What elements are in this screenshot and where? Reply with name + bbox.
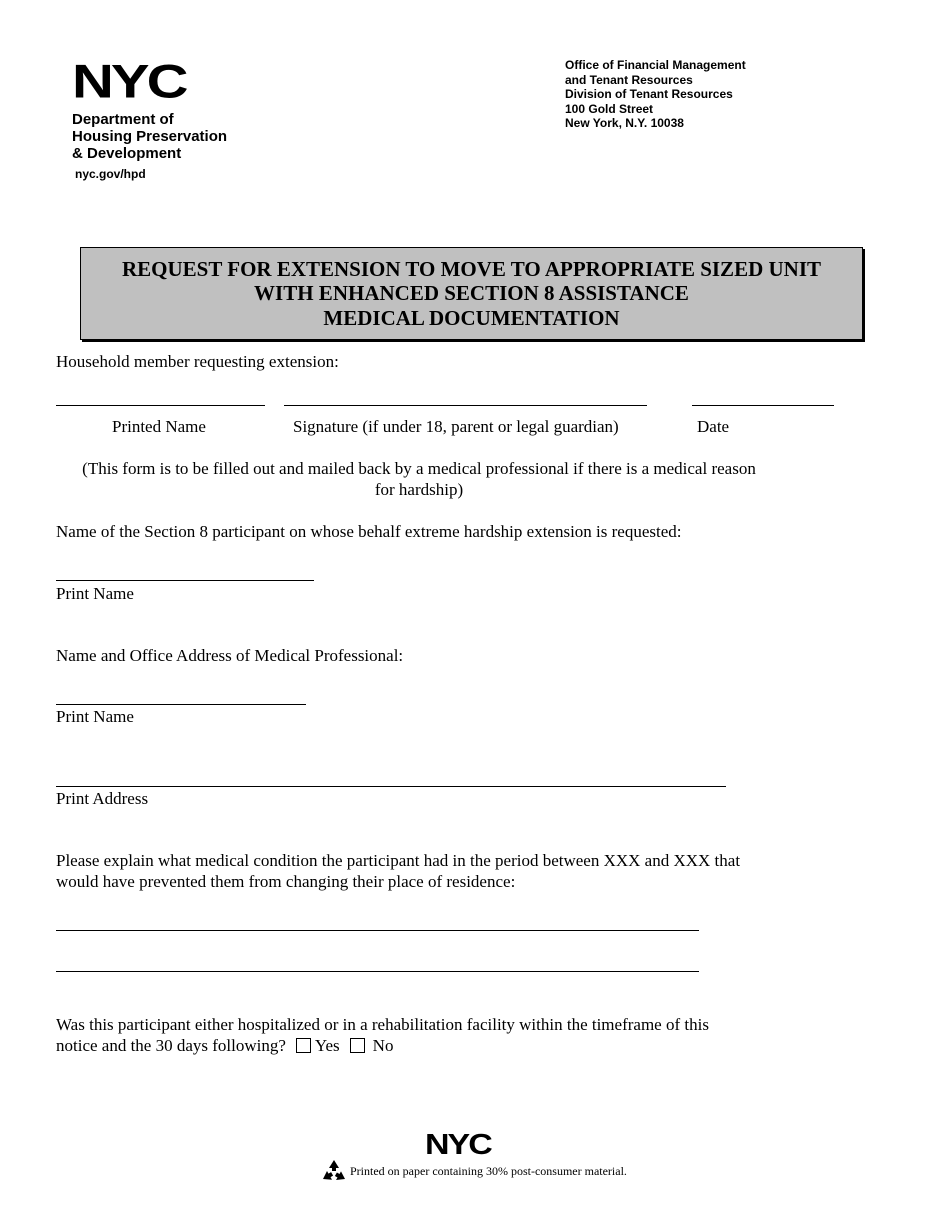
no-label: No [372,1036,394,1055]
yes-label: Yes [314,1036,340,1055]
office-line-2: and Tenant Resources [565,72,693,87]
form-title-line-2: WITH ENHANCED SECTION 8 ASSISTANCE [254,281,689,306]
department-website: nyc.gov/hpd [75,167,146,181]
recycle-icon-graphic [320,1158,348,1186]
condition-answer-line-1[interactable] [56,930,699,931]
form-title [80,247,863,340]
instruction-line-2: for hardship) [374,480,464,499]
footer-nyc-logo: NYC [425,1128,491,1161]
condition-question-line-1: Please explain what medical condition the participant had in the period between XXX and XXX that [56,851,741,870]
office-line-1: Office of Financial Management [565,58,746,72]
participant-print-name-label: Print Name [56,584,134,603]
requester-heading: Household member requesting extension: [56,352,339,371]
medical-professional-print-address-label: Print Address [56,789,149,808]
department-line-2: Housing Preservation [72,128,228,145]
medical-professional-address-line[interactable] [56,786,726,787]
yes-checkbox[interactable] [296,1038,311,1053]
office-line-5: New York, N.Y. 10038 [565,116,684,130]
printed-name-label: Printed Name [112,417,206,436]
department-line-1: Department of [72,111,174,128]
office-line-4: 100 Gold Street [565,101,654,116]
hospitalized-question-line-1: Was this participant either hospitalized or in a rehabilitation facility within the timeframe of this [56,1015,709,1034]
condition-question [56,850,740,892]
condition-answer-line-2[interactable] [56,971,699,972]
hospitalized-question [56,1014,709,1056]
instruction-text [0,458,838,500]
form-title-line-1: REQUEST FOR EXTENSION TO MOVE TO APPROPRIATE SIZED UNIT [122,256,821,281]
date-label: Date [697,417,730,436]
participant-name-line[interactable] [56,580,314,581]
office-line-3: Division of Tenant Resources [565,87,733,101]
no-checkbox[interactable] [350,1038,365,1053]
condition-question-line-2: would have prevented them from changing their place of residence: [56,872,516,891]
medical-professional-name-line[interactable] [56,704,306,705]
form-title-line-3: MEDICAL DOCUMENTATION [323,305,620,330]
hospitalized-question-line-2-text: notice and the 30 days following? [56,1036,286,1055]
participant-heading: Name of the Section 8 participant on whose behalf extreme hardship extension is requested: [56,522,682,541]
recycle-icon [320,1158,348,1186]
nyc-logo: NYC [72,54,186,109]
instruction-line-1: (This form is to be filled out and mailed back by a medical professional if there is a medical reason [82,459,756,478]
department-name [72,111,227,162]
signature-label: Signature (if under 18, parent or legal guardian) [293,417,619,436]
requester-signature-line[interactable] [284,405,647,406]
department-line-3: & Development [72,145,182,162]
hospitalized-question-line-2 [56,1035,709,1056]
requester-printed-name-line[interactable] [56,405,265,406]
recycled-paper-note: Printed on paper containing 30% post-consumer material. [350,1164,627,1178]
medical-professional-print-name-label: Print Name [56,707,134,726]
medical-professional-heading: Name and Office Address of Medical Professional: [56,646,404,665]
requester-date-line[interactable] [692,405,834,406]
office-address [565,58,746,131]
